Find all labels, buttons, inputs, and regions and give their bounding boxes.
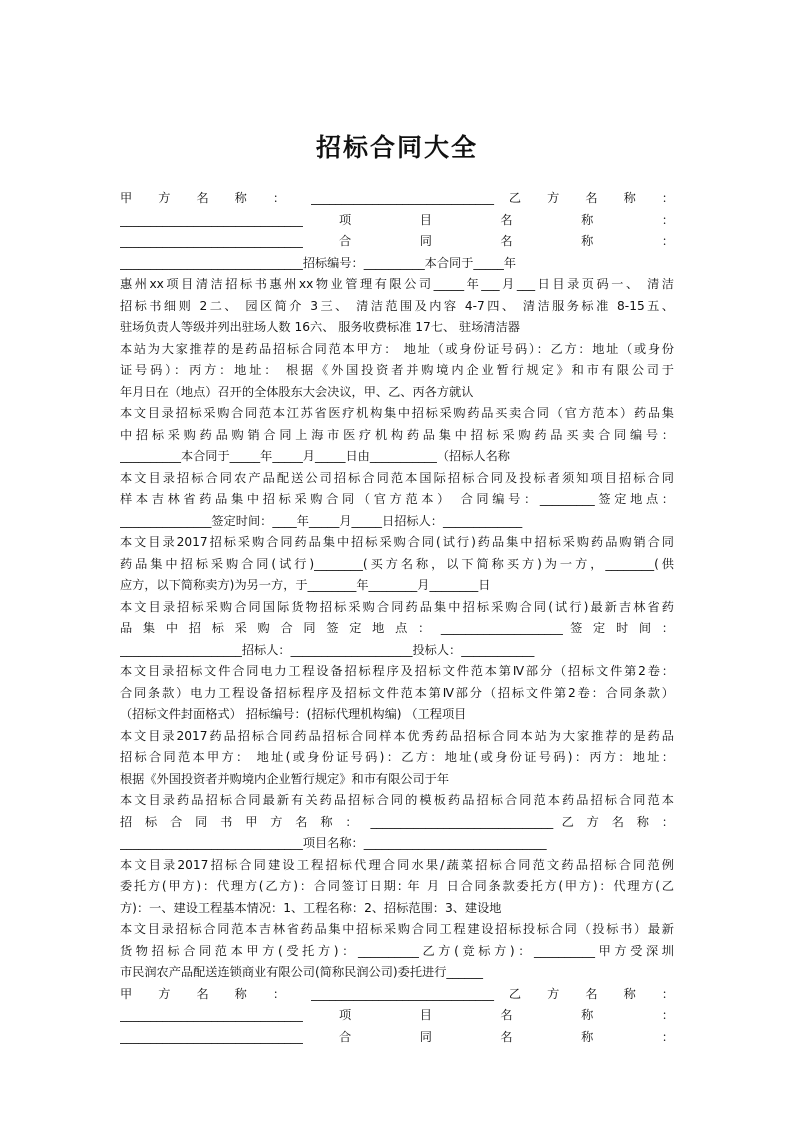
text-line: 证号码）：丙方：地址： 根据《外国投资者并购境内企业暂行规定》和市有限公司于 <box>120 363 674 377</box>
text-line: 方)：一、建设工程基本情况：1、工程名称：2、招标范围：3、建设地 <box>120 900 502 915</box>
text-line: _______________签定时间：____年_____月_____日招标人：_____________ <box>120 513 523 528</box>
text-line: 本文目录招标文件合同电力工程设备招标程序及招标文件范本第Ⅳ部分（招标文件第2卷： <box>120 664 674 678</box>
text-line: __________本合同于_____年_____月_____日由___________（招标人名称 <box>120 449 510 463</box>
text-line: 本文目录2017招标采购合同药品集中招标采购合同(试行)药品集中招标采购药品购销合同 <box>120 535 674 549</box>
text-line: 招标书细则 2二、 园区简介 3三、 清洁范围及内容 4-7四、 清洁服务标准 8-15五、 <box>120 298 674 313</box>
text-line: 惠州xx项目清洁招标书惠州xx物业管理有限公司_____年___月___日目录页码一、 清洁 <box>120 277 674 291</box>
text-line: 年月日在（地点）召开的全体股东大会决议，甲、乙、丙各方就认 <box>120 384 474 399</box>
text-line: 市民润农产品配送连锁商业有限公司(简称民润公司)委托进行______ <box>120 965 483 979</box>
text-line: 本文目录药品招标合同最新有关药品招标合同的模板药品招标合同范本药品招标合同范本 <box>120 793 674 807</box>
text-line: 招 标 合 同 书 甲 方 名 称 ： ______________________________ 乙 方 名 称 ： <box>120 814 674 829</box>
text-line: 品 集 中 招 标 采 购 合 同 签 定 地 点 ： ____________________ 签 定 时 间 ： <box>120 621 674 635</box>
text-line: （招标文件封面格式） 招标编号：(招标代理机构编) （工程项目 <box>120 707 467 721</box>
text-line: 本文目录招标采购合同国际货物招标采购合同药品集中招标采购合同(试行)最新吉林省药 <box>120 599 674 614</box>
text-line: 驻场负责人等级并列出驻场人数 16六、 服务收费标准 17七、 驻场清洁器 <box>120 320 520 334</box>
text-line: ______________________________ 项 目 名 称 ： <box>120 212 674 227</box>
text-line: 委托方(甲方)：代理方(乙方)：合同签订日期: 年 月 日合同条款委托方(甲方)：代理方(乙 <box>120 879 674 893</box>
text-line: 本文目录2017招标合同建设工程招标代理合同水果/蔬菜招标合同范文药品招标合同范例 <box>120 857 674 872</box>
text-line: ____________________招标人：____________________投标人：____________ <box>120 642 535 657</box>
text-line: 甲 方 名 称 ： ______________________________ 乙 方 名 称 ： <box>120 986 674 1001</box>
text-line: 本文目录招标采购合同范本江苏省医疗机构集中招标采购药品买卖合同（官方范本）药品集 <box>120 406 674 420</box>
text-line: 甲 方 名 称 ： ______________________________ 乙 方 名 称 ： <box>120 191 674 205</box>
text-line: 中招标采购药品购销合同上海市医疗机构药品集中招标采购药品买卖合同编号： <box>120 427 674 442</box>
text-line: ______________________________ 合 同 名 称 ： <box>120 1029 674 1044</box>
text-line: ______________________________项目名称：______________________________ <box>120 836 547 850</box>
text-line: 本文目录招标合同范本吉林省药品集中招标采购合同工程建设招标投标合同（投标书）最新 <box>120 922 674 936</box>
document-title: 招标合同大全 <box>315 133 478 162</box>
text-line: 招标合同范本甲方： 地址(或身份证号码)：乙方：地址(或身份证号码)：丙方：地址： <box>120 750 674 764</box>
text-line: ______________________________招标编号：__________本合同于_____年 <box>120 255 517 270</box>
text-line: ______________________________ 合 同 名 称 ： <box>120 234 674 248</box>
text-line: 应方，以下简称卖方)为另一方，于________年________月________日 <box>120 578 491 592</box>
text-line: 药品集中招标采购合同(试行)________(买方名称，以下简称买方)为一方，________(供 <box>120 556 674 571</box>
text-line: ______________________________ 项 目 名 称 ： <box>120 1008 674 1022</box>
text-line: 根据《外国投资者并购境内企业暂行规定》和市有限公司于年 <box>120 771 450 786</box>
document-body <box>120 188 674 1048</box>
text-line: 本文目录招标合同农产品配送公司招标合同范本国际招标合同及投标者须知项目招标合同 <box>120 470 674 485</box>
text-line: 样本吉林省药品集中招标采购合同（官方范本） 合同编号：_________签定地点： <box>120 492 674 506</box>
text-line: 本站为大家推荐的是药品招标合同范本甲方： 地址（或身份证号码）：乙方：地址（或身份 <box>120 341 674 356</box>
text-line: 货物招标合同范本甲方(受托方)：__________乙方(竞标方)：__________甲方受深圳 <box>120 943 674 958</box>
text-line: 本文目录2017药品招标合同药品招标合同样本优秀药品招标合同本站为大家推荐的是药品 <box>120 728 674 743</box>
text-line: 合同条款）电力工程设备招标程序及招标文件范本第Ⅳ部分（招标文件第2卷：合同条款） <box>120 685 674 700</box>
